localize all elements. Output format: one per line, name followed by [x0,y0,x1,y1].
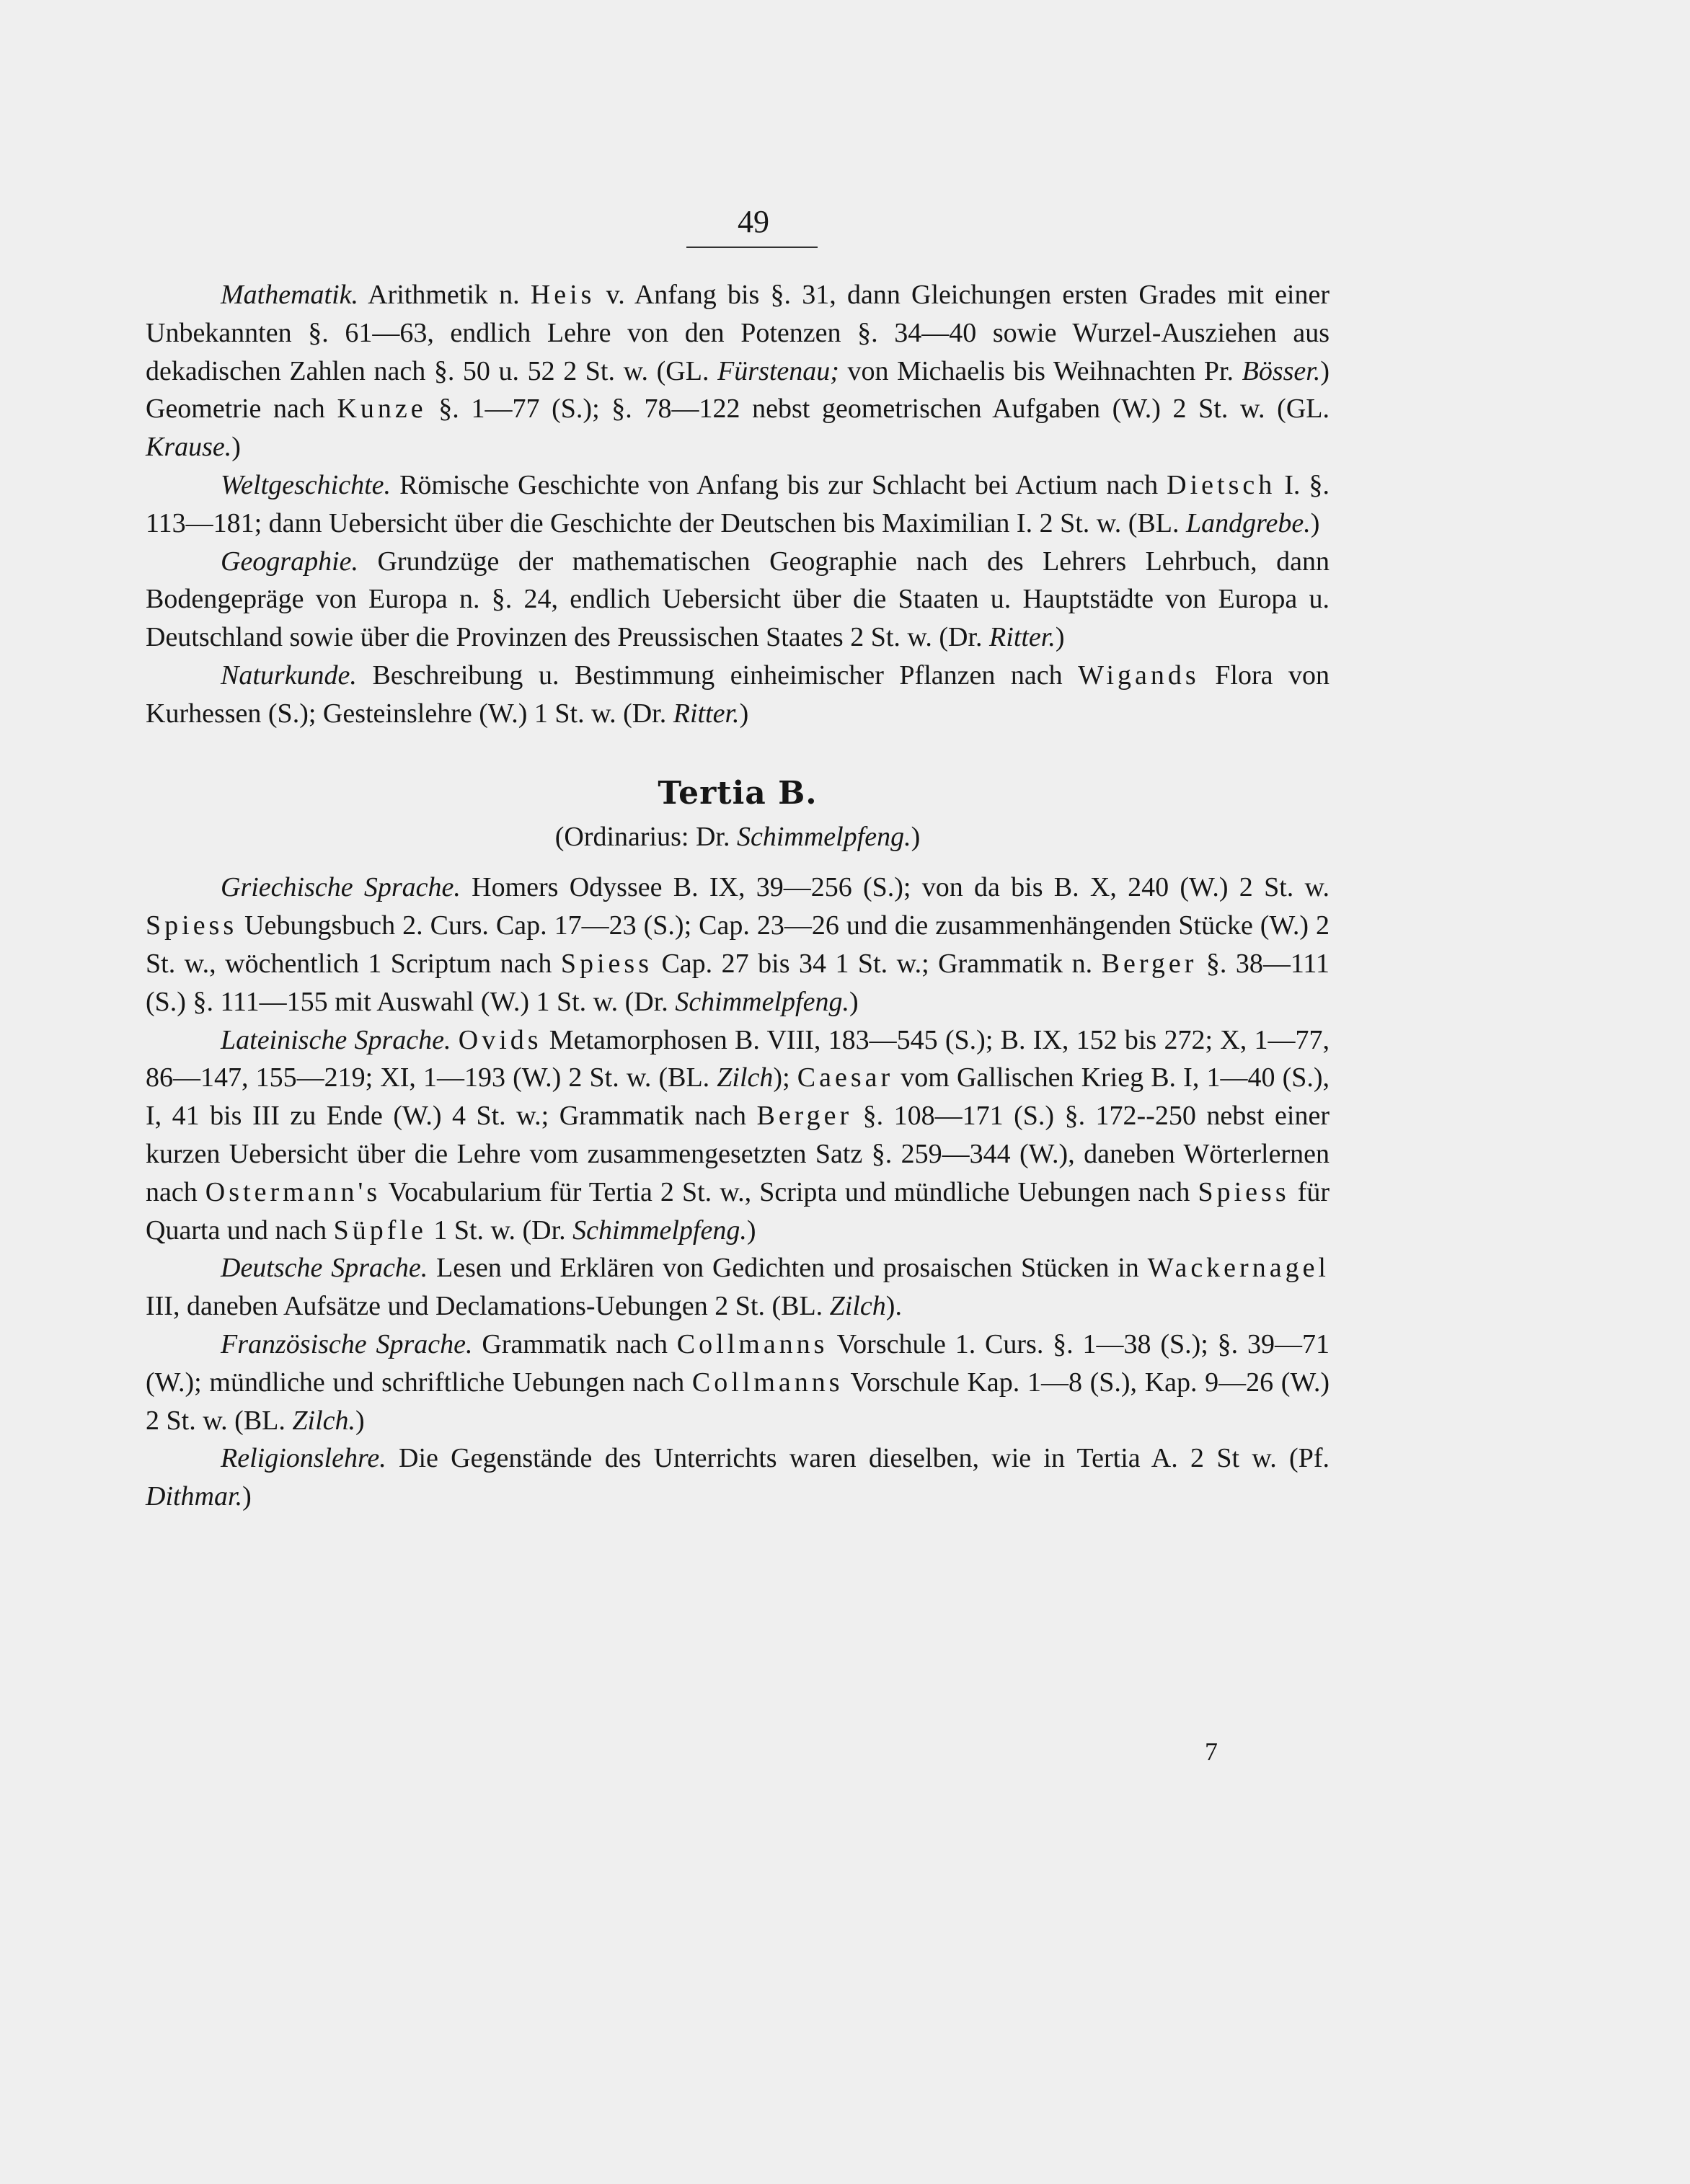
teacher-name: Schimmelpfeng. [572,1215,747,1246]
ordinarius-line: (Ordinarius: Dr. Schimmelpfeng.) [554,821,921,852]
author-name: Ostermann's [205,1176,381,1207]
subject-label: Griechische Sprache. [221,872,461,903]
author-name: Berger [756,1101,853,1132]
author-name: Collmanns [676,1328,828,1359]
paragraph-deutsch: Deutsche Sprache. Lesen und Erklären von Gedichten und prosaischen Stücken in Wackernagel III, daneben Aufsätze und Declamations-Uebungen 2 St. (BL. Zilch). [146,1253,1330,1322]
paragraph-mathematik: Mathematik. Arithmetik n. Heis v. Anfang bis §. 31, dann Gleichungen ersten Grades mit einer Unbekannten §. 61—63, endlich Lehre von den Potenzen §. 34—40 sowie Wurzel-Ausziehen aus dekadischen Zahlen nach §. 50 u. 52 2 St. w. (GL. Fürstenau; von Michaelis bis Weihnachten Pr. Bösser.) Geometrie nach Kunze §. 1—77 (S.); §. 78—122 nebst geometrischen Aufgaben (W.) 2 St. w. (GL. Krause.) [146,280,1330,463]
paragraph-franzoesisch: Französische Sprache. Grammatik nach Collmanns Vorschule 1. Curs. §. 1—38 (S.); §. 39—71 (W.); mündliche und schriftliche Uebungen nach Collmanns Vorschule Kap. 1—8 (S.), Kap. 9—26 (W.) 2 St. w. (BL. Zilch.) [146,1328,1330,1436]
teacher-name: Ritter. [673,698,740,729]
subject-label: Mathematik. [221,280,359,310]
author-name: Süpfle [333,1215,427,1246]
body-text [146,276,1330,1516]
subject-label: Weltgeschichte. [221,469,391,500]
teacher-name: Zilch [829,1291,886,1322]
author-name: Collmanns [691,1367,844,1398]
teacher-name: Zilch. [292,1405,356,1436]
author-name: Kunze [337,394,427,425]
author-name: Spiess [146,910,238,941]
paragraph-weltgeschichte: Weltgeschichte. Römische Geschichte von Anfang bis zur Schlacht bei Actium nach Dietsch I. §. 113—181; dann Uebersicht über die Geschichte der Deutschen bis Maximilian I. 2 St. w. (BL. Landgrebe.) [146,469,1330,538]
subject-label: Französische Sprache. [221,1328,473,1359]
author-name: Dietsch [1167,469,1276,500]
teacher-name: Zilch [717,1062,774,1093]
author-name: Caesar [797,1062,894,1093]
subject-label: Lateinische Sprache. [221,1024,451,1055]
page-number: 49 [738,204,769,239]
teacher-name: Schimmelpfeng. [675,986,849,1017]
author-name: Spiess [560,948,652,979]
subject-label: Deutsche Sprache. [221,1253,428,1284]
paragraph-latein: Lateinische Sprache. Ovids Metamorphosen B. VIII, 183—545 (S.); B. IX, 152 bis 272; X, 1—77, 86—147, 155—219; XI, 1—193 (W.) 2 St. w. (BL. Zilch); Caesar vom Gallischen Krieg B. I, 1—40 (S.), I, 41 bis III zu Ende (W.) 4 St. w.; Grammatik nach Berger §. 108—171 (S.) §. 172--250 nebst einer kurzen Uebersicht über die Lehre vom zusammengesetzten Satz §. 259—344 (W.), daneben Wörterlernen nach Ostermann's Vocabularium für Tertia 2 St. w., Scripta und mündliche Uebungen nach Spiess für Quarta und nach Süpfle 1 St. w. (Dr. Schimmelpfeng.) [146,1024,1330,1246]
author-name: Berger [1101,948,1198,979]
author-name: Ovids [458,1024,542,1055]
teacher-name: Krause. [146,432,232,463]
paragraph-naturkunde: Naturkunde. Beschreibung u. Bestimmung einheimischer Pflanzen nach Wigands Flora von Kurhessen (S.); Gesteinslehre (W.) 1 St. w. (Dr. Ritter.) [146,660,1330,729]
page-number-rule [686,247,818,248]
subject-label: Naturkunde. [221,660,357,691]
subject-label: Religionslehre. [221,1443,386,1474]
subject-label: Geographie. [221,546,359,577]
author-name: Wackernagel [1147,1253,1330,1284]
signature-mark: 7 [1205,1737,1218,1766]
teacher-name: Bösser. [1242,355,1321,386]
teacher-name: Schimmelpfeng. [736,821,911,852]
paragraph-religion: Religionslehre. Die Gegenstände des Unterrichts waren dieselben, wie in Tertia A. 2 St w. (Pf. Dithmar.) [146,1443,1330,1512]
teacher-name: Fürstenau; [717,355,839,386]
teacher-name: Landgrebe. [1185,507,1311,538]
teacher-name: Dithmar. [146,1481,243,1512]
author-name: Spiess [1198,1176,1290,1207]
section-heading-tertia-b: Tertia B. [658,774,818,812]
paragraph-geographie: Geographie. Grundzüge der mathematischen Geographie nach des Lehrers Lehrbuch, dann Bodengepräge von Europa n. §. 24, endlich Uebersicht über die Staaten u. Hauptstädte von Europa u. Deutschland sowie über die Provinzen des Preussischen Staates 2 St. w. (Dr. Ritter.) [146,546,1330,653]
paragraph-griechisch: Griechische Sprache. Homers Odyssee B. IX, 39—256 (S.); von da bis B. X, 240 (W.) 2 St. w. Spiess Uebungsbuch 2. Curs. Cap. 17—23 (S.); Cap. 23—26 und die zusammenhängenden Stücke (W.) 2 St. w., wöchentlich 1 Scriptum nach Spiess Cap. 27 bis 34 1 St. w.; Grammatik n. Berger §. 38—111 (S.) §. 111—155 mit Auswahl (W.) 1 St. w. (Dr. Schimmelpfeng.) [146,872,1330,1017]
author-name: Heis [530,280,596,310]
teacher-name: Ritter. [989,622,1056,653]
author-name: Wigands [1078,660,1200,691]
